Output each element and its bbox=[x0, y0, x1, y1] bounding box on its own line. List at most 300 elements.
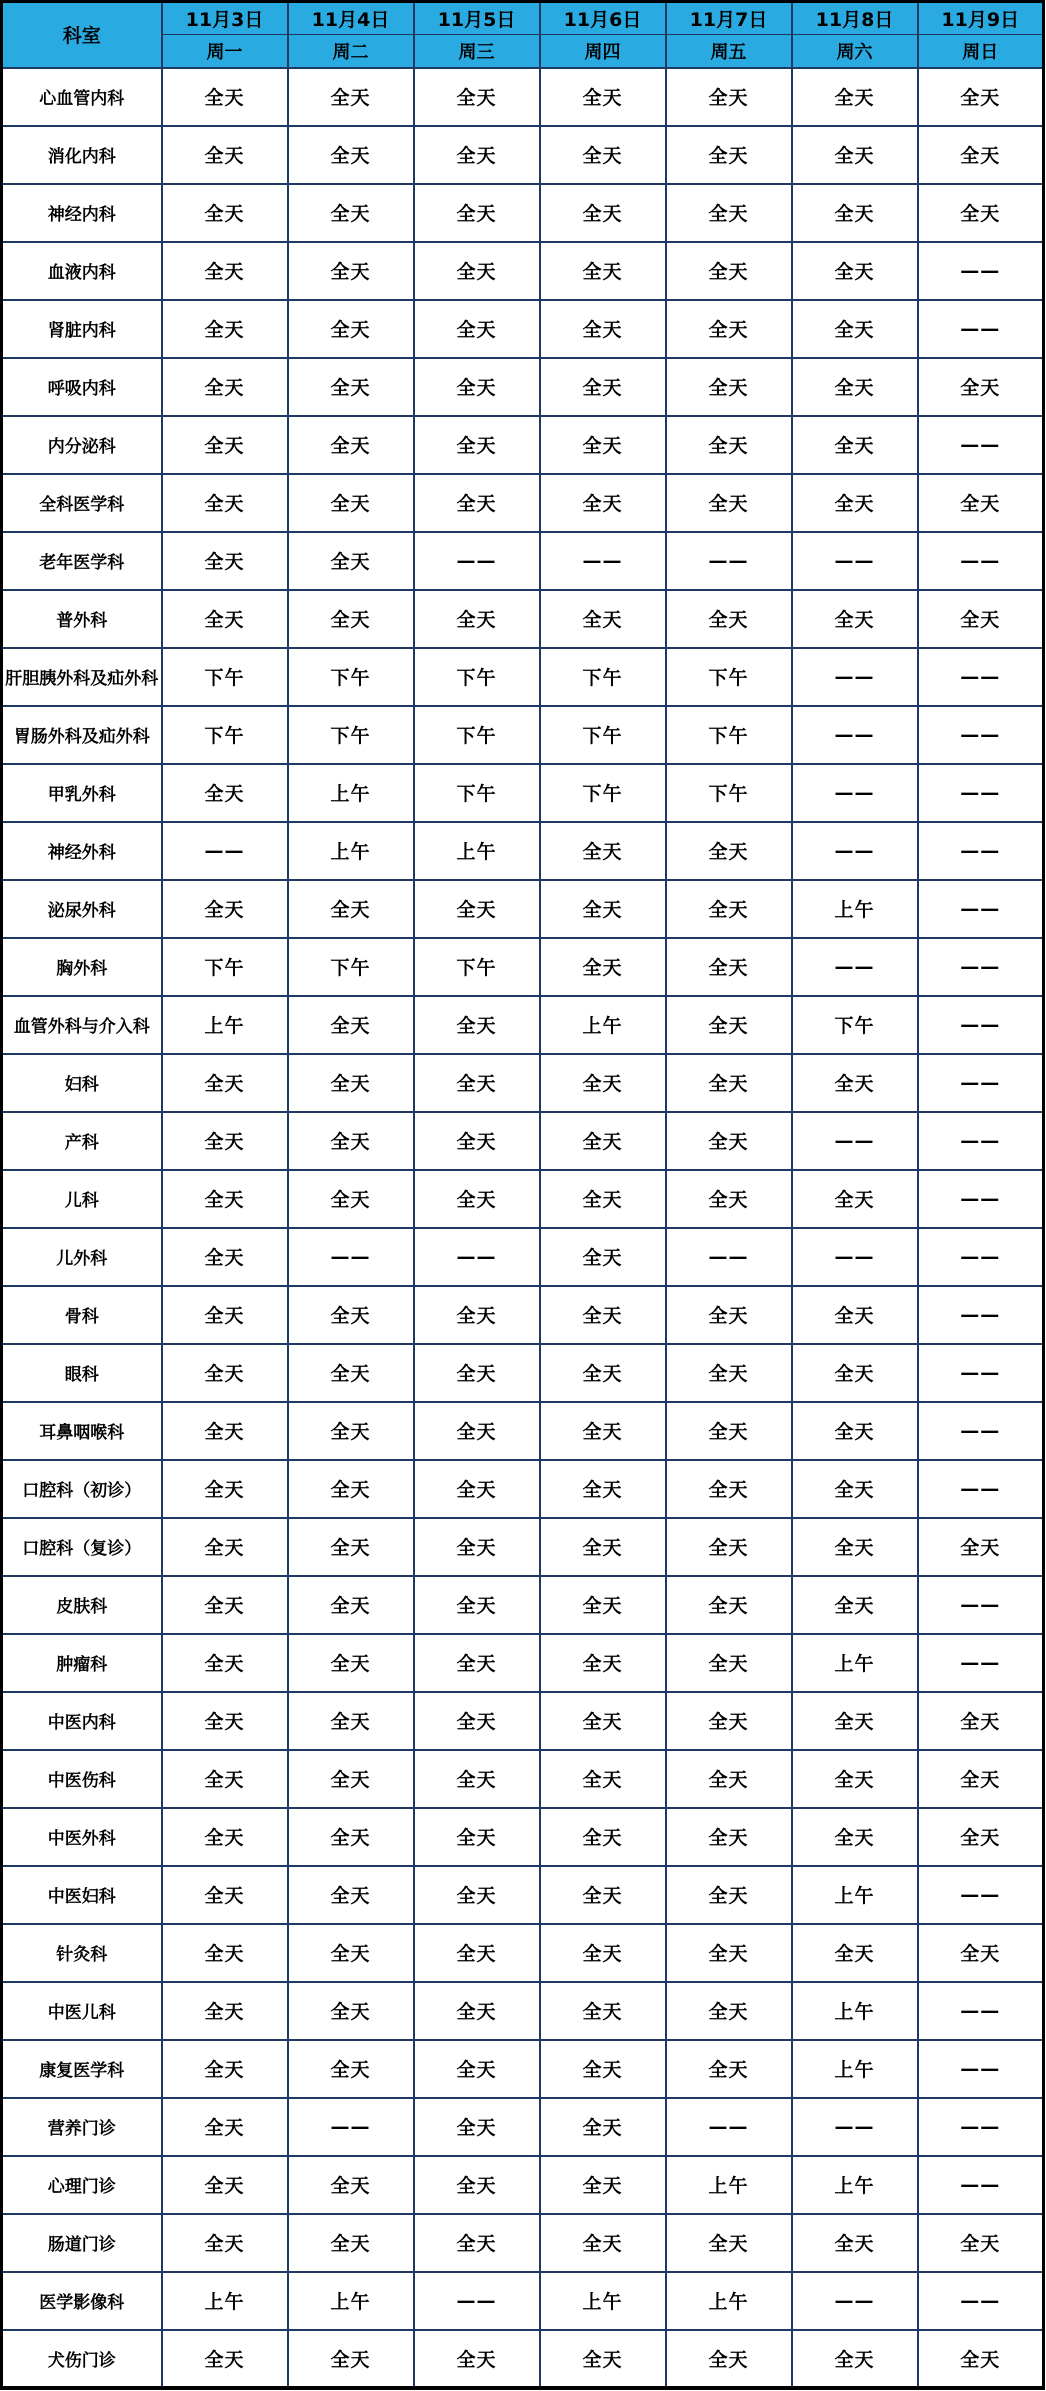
date-header: 11月6日 bbox=[540, 2, 666, 35]
schedule-cell: —— bbox=[918, 1634, 1044, 1692]
schedule-cell: 全天 bbox=[414, 474, 540, 532]
schedule-cell: 全天 bbox=[666, 1344, 792, 1402]
schedule-cell: 全天 bbox=[540, 590, 666, 648]
schedule-cell: 全天 bbox=[792, 1518, 918, 1576]
schedule-cell: 全天 bbox=[792, 1344, 918, 1402]
schedule-cell: 上午 bbox=[666, 2156, 792, 2214]
schedule-cell: —— bbox=[792, 2098, 918, 2156]
schedule-cell: 全天 bbox=[162, 1112, 288, 1170]
schedule-cell: 全天 bbox=[288, 1866, 414, 1924]
schedule-cell: 全天 bbox=[540, 1402, 666, 1460]
date-header: 11月7日 bbox=[666, 2, 792, 35]
schedule-cell: —— bbox=[918, 1170, 1044, 1228]
schedule-cell: 全天 bbox=[414, 590, 540, 648]
schedule-cell: 全天 bbox=[792, 68, 918, 126]
schedule-cell: 下午 bbox=[540, 648, 666, 706]
table-row bbox=[2, 68, 1044, 126]
table-row bbox=[2, 1054, 1044, 1112]
schedule-cell: 全天 bbox=[162, 1402, 288, 1460]
schedule-cell: 全天 bbox=[540, 1170, 666, 1228]
schedule-cell: 全天 bbox=[540, 184, 666, 242]
table-row bbox=[2, 2156, 1044, 2214]
schedule-cell: 上午 bbox=[540, 996, 666, 1054]
schedule-cell: —— bbox=[918, 416, 1044, 474]
schedule-cell: 全天 bbox=[666, 822, 792, 880]
schedule-cell: 全天 bbox=[918, 2214, 1044, 2272]
table-row bbox=[2, 590, 1044, 648]
schedule-cell: 全天 bbox=[540, 2098, 666, 2156]
department-name: 耳鼻咽喉科 bbox=[2, 1402, 162, 1460]
schedule-cell: 上午 bbox=[792, 1982, 918, 2040]
department-name: 消化内科 bbox=[2, 126, 162, 184]
schedule-cell: 全天 bbox=[540, 880, 666, 938]
schedule-cell: 全天 bbox=[540, 1228, 666, 1286]
schedule-cell: 全天 bbox=[162, 1808, 288, 1866]
schedule-cell: 全天 bbox=[918, 2330, 1044, 2388]
schedule-cell: 全天 bbox=[666, 1518, 792, 1576]
table-row bbox=[2, 1982, 1044, 2040]
schedule-cell: 全天 bbox=[792, 126, 918, 184]
schedule-cell: 全天 bbox=[162, 1866, 288, 1924]
schedule-cell: 全天 bbox=[540, 1286, 666, 1344]
schedule-cell: 下午 bbox=[792, 996, 918, 1054]
table-row bbox=[2, 2330, 1044, 2388]
schedule-cell: —— bbox=[792, 1228, 918, 1286]
schedule-cell: —— bbox=[918, 1460, 1044, 1518]
schedule-cell: 全天 bbox=[792, 1692, 918, 1750]
schedule-cell: —— bbox=[918, 1286, 1044, 1344]
schedule-cell: 全天 bbox=[540, 822, 666, 880]
schedule-cell: 全天 bbox=[288, 2330, 414, 2388]
schedule-cell: 全天 bbox=[540, 1344, 666, 1402]
table-row bbox=[2, 1286, 1044, 1344]
weekday-header: 周六 bbox=[792, 35, 918, 68]
department-name: 血管外科与介入科 bbox=[2, 996, 162, 1054]
schedule-cell: 全天 bbox=[666, 1402, 792, 1460]
schedule-cell: 全天 bbox=[288, 1576, 414, 1634]
department-name: 全科医学科 bbox=[2, 474, 162, 532]
schedule-cell: 全天 bbox=[666, 242, 792, 300]
schedule-cell: 全天 bbox=[540, 1692, 666, 1750]
schedule-cell: —— bbox=[414, 532, 540, 590]
schedule-cell: 全天 bbox=[666, 1170, 792, 1228]
table-row bbox=[2, 764, 1044, 822]
department-name: 犬伤门诊 bbox=[2, 2330, 162, 2388]
schedule-cell: 全天 bbox=[414, 1692, 540, 1750]
table-row bbox=[2, 1808, 1044, 1866]
schedule-cell: 全天 bbox=[666, 1750, 792, 1808]
schedule-cell: —— bbox=[666, 1228, 792, 1286]
schedule-cell: 全天 bbox=[288, 880, 414, 938]
schedule-cell: 全天 bbox=[288, 1634, 414, 1692]
schedule-cell: 全天 bbox=[414, 1112, 540, 1170]
schedule-cell: 下午 bbox=[414, 648, 540, 706]
schedule-cell: 全天 bbox=[162, 1170, 288, 1228]
schedule-cell: —— bbox=[792, 2272, 918, 2330]
schedule-cell: —— bbox=[792, 648, 918, 706]
schedule-cell: 全天 bbox=[288, 1344, 414, 1402]
schedule-cell: 上午 bbox=[792, 1634, 918, 1692]
department-name: 普外科 bbox=[2, 590, 162, 648]
schedule-cell: 全天 bbox=[414, 2040, 540, 2098]
date-header: 11月9日 bbox=[918, 2, 1044, 35]
table-row bbox=[2, 1750, 1044, 1808]
schedule-cell: 全天 bbox=[666, 1808, 792, 1866]
schedule-cell: 全天 bbox=[288, 416, 414, 474]
schedule-cell: 全天 bbox=[162, 590, 288, 648]
schedule-cell: —— bbox=[414, 2272, 540, 2330]
table-row bbox=[2, 1518, 1044, 1576]
schedule-cell: —— bbox=[792, 822, 918, 880]
schedule-cell: —— bbox=[918, 1576, 1044, 1634]
schedule-cell: 全天 bbox=[162, 358, 288, 416]
schedule-cell: 全天 bbox=[540, 1518, 666, 1576]
schedule-cell: 下午 bbox=[666, 706, 792, 764]
schedule-cell: 全天 bbox=[666, 590, 792, 648]
schedule-cell: 全天 bbox=[162, 300, 288, 358]
table-row bbox=[2, 1170, 1044, 1228]
schedule-cell: 全天 bbox=[666, 996, 792, 1054]
schedule-cell: 全天 bbox=[540, 300, 666, 358]
department-name: 中医妇科 bbox=[2, 1866, 162, 1924]
schedule-cell: —— bbox=[792, 938, 918, 996]
schedule-cell: 全天 bbox=[288, 1518, 414, 1576]
schedule-cell: —— bbox=[918, 1344, 1044, 1402]
schedule-cell: 全天 bbox=[288, 1054, 414, 1112]
schedule-cell: 全天 bbox=[162, 1634, 288, 1692]
schedule-cell: 全天 bbox=[918, 1924, 1044, 1982]
schedule-cell: 全天 bbox=[792, 474, 918, 532]
schedule-cell: 全天 bbox=[666, 1634, 792, 1692]
schedule-cell: 全天 bbox=[666, 1866, 792, 1924]
schedule-cell: 全天 bbox=[792, 1460, 918, 1518]
schedule-cell: 全天 bbox=[666, 184, 792, 242]
schedule-cell: 全天 bbox=[414, 1750, 540, 1808]
schedule-cell: 全天 bbox=[162, 532, 288, 590]
schedule-cell: 全天 bbox=[288, 1170, 414, 1228]
schedule-cell: 全天 bbox=[162, 764, 288, 822]
department-name: 呼吸内科 bbox=[2, 358, 162, 416]
table-header bbox=[2, 2, 1044, 68]
schedule-cell: 全天 bbox=[792, 416, 918, 474]
department-name: 泌尿外科 bbox=[2, 880, 162, 938]
schedule-cell: 全天 bbox=[792, 184, 918, 242]
date-header: 11月3日 bbox=[162, 2, 288, 35]
table-row bbox=[2, 474, 1044, 532]
schedule-cell: —— bbox=[288, 2098, 414, 2156]
schedule-cell: 全天 bbox=[918, 1750, 1044, 1808]
department-name: 口腔科（初诊） bbox=[2, 1460, 162, 1518]
schedule-cell: 全天 bbox=[666, 300, 792, 358]
date-header: 11月8日 bbox=[792, 2, 918, 35]
schedule-cell: 全天 bbox=[666, 474, 792, 532]
schedule-cell: —— bbox=[918, 1054, 1044, 1112]
schedule-cell: 上午 bbox=[540, 2272, 666, 2330]
department-name: 血液内科 bbox=[2, 242, 162, 300]
schedule-cell: 全天 bbox=[540, 126, 666, 184]
schedule-cell: —— bbox=[918, 1982, 1044, 2040]
schedule-cell: 全天 bbox=[666, 1112, 792, 1170]
schedule-cell: 全天 bbox=[414, 2098, 540, 2156]
schedule-cell: 全天 bbox=[792, 1576, 918, 1634]
department-name: 骨科 bbox=[2, 1286, 162, 1344]
schedule-cell: 全天 bbox=[540, 1808, 666, 1866]
schedule-cell: 全天 bbox=[540, 1576, 666, 1634]
schedule-cell: —— bbox=[288, 1228, 414, 1286]
schedule-cell: 全天 bbox=[540, 1112, 666, 1170]
schedule-cell: 全天 bbox=[666, 68, 792, 126]
department-name: 肝胆胰外科及疝外科 bbox=[2, 648, 162, 706]
schedule-cell: 全天 bbox=[288, 68, 414, 126]
schedule-cell: 全天 bbox=[666, 2040, 792, 2098]
schedule-cell: 全天 bbox=[540, 1750, 666, 1808]
schedule-cell: 全天 bbox=[162, 1924, 288, 1982]
schedule-cell: 上午 bbox=[792, 2040, 918, 2098]
schedule-cell: 下午 bbox=[288, 938, 414, 996]
weekday-header: 周一 bbox=[162, 35, 288, 68]
schedule-cell: 全天 bbox=[288, 2214, 414, 2272]
schedule-cell: 全天 bbox=[288, 1286, 414, 1344]
table-row bbox=[2, 996, 1044, 1054]
schedule-cell: 全天 bbox=[540, 1634, 666, 1692]
schedule-cell: —— bbox=[918, 706, 1044, 764]
department-name: 中医外科 bbox=[2, 1808, 162, 1866]
department-name: 针灸科 bbox=[2, 1924, 162, 1982]
schedule-cell: 全天 bbox=[414, 1982, 540, 2040]
schedule-cell: —— bbox=[666, 2098, 792, 2156]
schedule-cell: 全天 bbox=[792, 1170, 918, 1228]
schedule-cell: 下午 bbox=[540, 706, 666, 764]
schedule-cell: 全天 bbox=[414, 1286, 540, 1344]
schedule-cell: —— bbox=[414, 1228, 540, 1286]
schedule-cell: —— bbox=[792, 706, 918, 764]
schedule-cell: 全天 bbox=[288, 1750, 414, 1808]
department-name: 产科 bbox=[2, 1112, 162, 1170]
schedule-cell: 全天 bbox=[414, 242, 540, 300]
schedule-cell: —— bbox=[918, 2156, 1044, 2214]
schedule-cell: 全天 bbox=[792, 1808, 918, 1866]
schedule-cell: 全天 bbox=[162, 1518, 288, 1576]
schedule-cell: 全天 bbox=[540, 358, 666, 416]
schedule-cell: 全天 bbox=[414, 1634, 540, 1692]
schedule-cell: —— bbox=[918, 648, 1044, 706]
schedule-cell: —— bbox=[918, 532, 1044, 590]
schedule-cell: —— bbox=[918, 2272, 1044, 2330]
table-row bbox=[2, 416, 1044, 474]
department-name: 肿瘤科 bbox=[2, 1634, 162, 1692]
schedule-cell: 上午 bbox=[288, 2272, 414, 2330]
schedule-cell: 全天 bbox=[792, 300, 918, 358]
schedule-cell: 上午 bbox=[792, 1866, 918, 1924]
schedule-cell: 全天 bbox=[162, 1982, 288, 2040]
schedule-cell: —— bbox=[918, 2098, 1044, 2156]
table-row bbox=[2, 1402, 1044, 1460]
schedule-cell: 全天 bbox=[792, 1402, 918, 1460]
schedule-cell: 全天 bbox=[792, 1750, 918, 1808]
table-row bbox=[2, 126, 1044, 184]
schedule-cell: 全天 bbox=[162, 2330, 288, 2388]
table-row bbox=[2, 300, 1044, 358]
weekday-header: 周日 bbox=[918, 35, 1044, 68]
schedule-cell: 全天 bbox=[162, 2098, 288, 2156]
table-row bbox=[2, 822, 1044, 880]
table-row bbox=[2, 2098, 1044, 2156]
department-column-header: 科室 bbox=[2, 2, 162, 68]
schedule-cell: —— bbox=[792, 532, 918, 590]
schedule-cell: 上午 bbox=[288, 764, 414, 822]
schedule-cell: —— bbox=[918, 1228, 1044, 1286]
schedule-cell: 上午 bbox=[792, 2156, 918, 2214]
schedule-cell: —— bbox=[666, 532, 792, 590]
schedule-cell: 上午 bbox=[414, 822, 540, 880]
schedule-cell: 全天 bbox=[918, 1518, 1044, 1576]
schedule-cell: 全天 bbox=[918, 68, 1044, 126]
schedule-cell: 上午 bbox=[666, 2272, 792, 2330]
schedule-cell: 全天 bbox=[540, 1460, 666, 1518]
schedule-cell: 全天 bbox=[666, 416, 792, 474]
table-row bbox=[2, 2272, 1044, 2330]
schedule-cell: 全天 bbox=[162, 1460, 288, 1518]
schedule-cell: —— bbox=[918, 1866, 1044, 1924]
schedule-cell: 全天 bbox=[162, 126, 288, 184]
weekday-header: 周四 bbox=[540, 35, 666, 68]
schedule-cell: 全天 bbox=[162, 416, 288, 474]
schedule-cell: 全天 bbox=[162, 1286, 288, 1344]
department-name: 中医儿科 bbox=[2, 1982, 162, 2040]
schedule-cell: —— bbox=[918, 242, 1044, 300]
schedule-cell: 全天 bbox=[288, 996, 414, 1054]
department-name: 肾脏内科 bbox=[2, 300, 162, 358]
schedule-cell: 全天 bbox=[792, 358, 918, 416]
schedule-cell: 下午 bbox=[414, 938, 540, 996]
schedule-cell: 全天 bbox=[288, 590, 414, 648]
schedule-cell: 全天 bbox=[162, 1054, 288, 1112]
table-row bbox=[2, 532, 1044, 590]
department-name: 神经外科 bbox=[2, 822, 162, 880]
schedule-cell: 下午 bbox=[288, 706, 414, 764]
schedule-cell: 下午 bbox=[162, 938, 288, 996]
schedule-cell: 全天 bbox=[792, 1054, 918, 1112]
table-row bbox=[2, 358, 1044, 416]
schedule-cell: 全天 bbox=[162, 880, 288, 938]
schedule-cell: 全天 bbox=[162, 1228, 288, 1286]
schedule-cell: 全天 bbox=[414, 300, 540, 358]
schedule-cell: 全天 bbox=[414, 1924, 540, 1982]
schedule-cell: 全天 bbox=[288, 532, 414, 590]
schedule-cell: 全天 bbox=[666, 938, 792, 996]
schedule-cell: 下午 bbox=[162, 648, 288, 706]
schedule-cell: 下午 bbox=[666, 764, 792, 822]
schedule-cell: 下午 bbox=[288, 648, 414, 706]
schedule-cell: 全天 bbox=[540, 1866, 666, 1924]
schedule-cell: —— bbox=[918, 822, 1044, 880]
department-name: 神经内科 bbox=[2, 184, 162, 242]
schedule-cell: 全天 bbox=[162, 474, 288, 532]
department-name: 营养门诊 bbox=[2, 2098, 162, 2156]
schedule-cell: 全天 bbox=[414, 184, 540, 242]
schedule-cell: 全天 bbox=[792, 242, 918, 300]
schedule-cell: —— bbox=[918, 1112, 1044, 1170]
schedule-cell: 全天 bbox=[414, 2214, 540, 2272]
schedule-cell: 全天 bbox=[918, 184, 1044, 242]
table-row bbox=[2, 1634, 1044, 1692]
table-row bbox=[2, 242, 1044, 300]
schedule-cell: 全天 bbox=[666, 1982, 792, 2040]
schedule-cell: 全天 bbox=[288, 1460, 414, 1518]
department-name: 肠道门诊 bbox=[2, 2214, 162, 2272]
schedule-cell: 全天 bbox=[414, 126, 540, 184]
schedule-cell: 全天 bbox=[162, 2214, 288, 2272]
schedule-cell: 全天 bbox=[666, 1460, 792, 1518]
schedule-cell: —— bbox=[918, 1402, 1044, 1460]
schedule-cell: 全天 bbox=[288, 358, 414, 416]
schedule-cell: 全天 bbox=[666, 126, 792, 184]
schedule-cell: 全天 bbox=[540, 1924, 666, 1982]
schedule-cell: 全天 bbox=[666, 1576, 792, 1634]
schedule-cell: 全天 bbox=[414, 1460, 540, 1518]
schedule-cell: 上午 bbox=[288, 822, 414, 880]
table-row bbox=[2, 1866, 1044, 1924]
schedule-cell: 全天 bbox=[414, 1170, 540, 1228]
table-row bbox=[2, 880, 1044, 938]
table-row bbox=[2, 2040, 1044, 2098]
department-name: 医学影像科 bbox=[2, 2272, 162, 2330]
date-header: 11月4日 bbox=[288, 2, 414, 35]
schedule-cell: 下午 bbox=[414, 706, 540, 764]
schedule-cell: 全天 bbox=[414, 358, 540, 416]
schedule-cell: 全天 bbox=[288, 242, 414, 300]
schedule-cell: 全天 bbox=[918, 474, 1044, 532]
schedule-cell: 全天 bbox=[414, 1808, 540, 1866]
schedule-cell: 全天 bbox=[792, 590, 918, 648]
schedule-cell: 下午 bbox=[414, 764, 540, 822]
schedule-cell: 全天 bbox=[540, 242, 666, 300]
schedule-cell: 全天 bbox=[792, 2330, 918, 2388]
weekday-header: 周二 bbox=[288, 35, 414, 68]
schedule-cell: 上午 bbox=[162, 2272, 288, 2330]
schedule-cell: 全天 bbox=[288, 1808, 414, 1866]
schedule-cell: 全天 bbox=[162, 242, 288, 300]
schedule-cell: 全天 bbox=[918, 1692, 1044, 1750]
department-name: 胃肠外科及疝外科 bbox=[2, 706, 162, 764]
schedule-cell: 上午 bbox=[792, 880, 918, 938]
schedule-cell: —— bbox=[918, 300, 1044, 358]
table-row bbox=[2, 1576, 1044, 1634]
schedule-cell: 全天 bbox=[288, 300, 414, 358]
schedule-cell: 全天 bbox=[414, 1054, 540, 1112]
schedule-cell: 全天 bbox=[666, 880, 792, 938]
schedule-cell: 全天 bbox=[918, 126, 1044, 184]
schedule-cell: 全天 bbox=[414, 1518, 540, 1576]
schedule-cell: 全天 bbox=[540, 474, 666, 532]
department-name: 甲乳外科 bbox=[2, 764, 162, 822]
schedule-cell: 全天 bbox=[288, 1112, 414, 1170]
schedule-cell: 全天 bbox=[666, 2214, 792, 2272]
schedule-cell: 全天 bbox=[162, 2040, 288, 2098]
schedule-cell: 全天 bbox=[414, 1576, 540, 1634]
department-name: 胸外科 bbox=[2, 938, 162, 996]
schedule-cell: 全天 bbox=[540, 2214, 666, 2272]
table-row bbox=[2, 1228, 1044, 1286]
schedule-cell: 全天 bbox=[540, 2040, 666, 2098]
schedule-cell: —— bbox=[540, 532, 666, 590]
table-row bbox=[2, 1924, 1044, 1982]
schedule-cell: 全天 bbox=[288, 2156, 414, 2214]
schedule-cell: 全天 bbox=[162, 1692, 288, 1750]
schedule-cell: 下午 bbox=[666, 648, 792, 706]
schedule-cell: —— bbox=[918, 2040, 1044, 2098]
department-name: 康复医学科 bbox=[2, 2040, 162, 2098]
